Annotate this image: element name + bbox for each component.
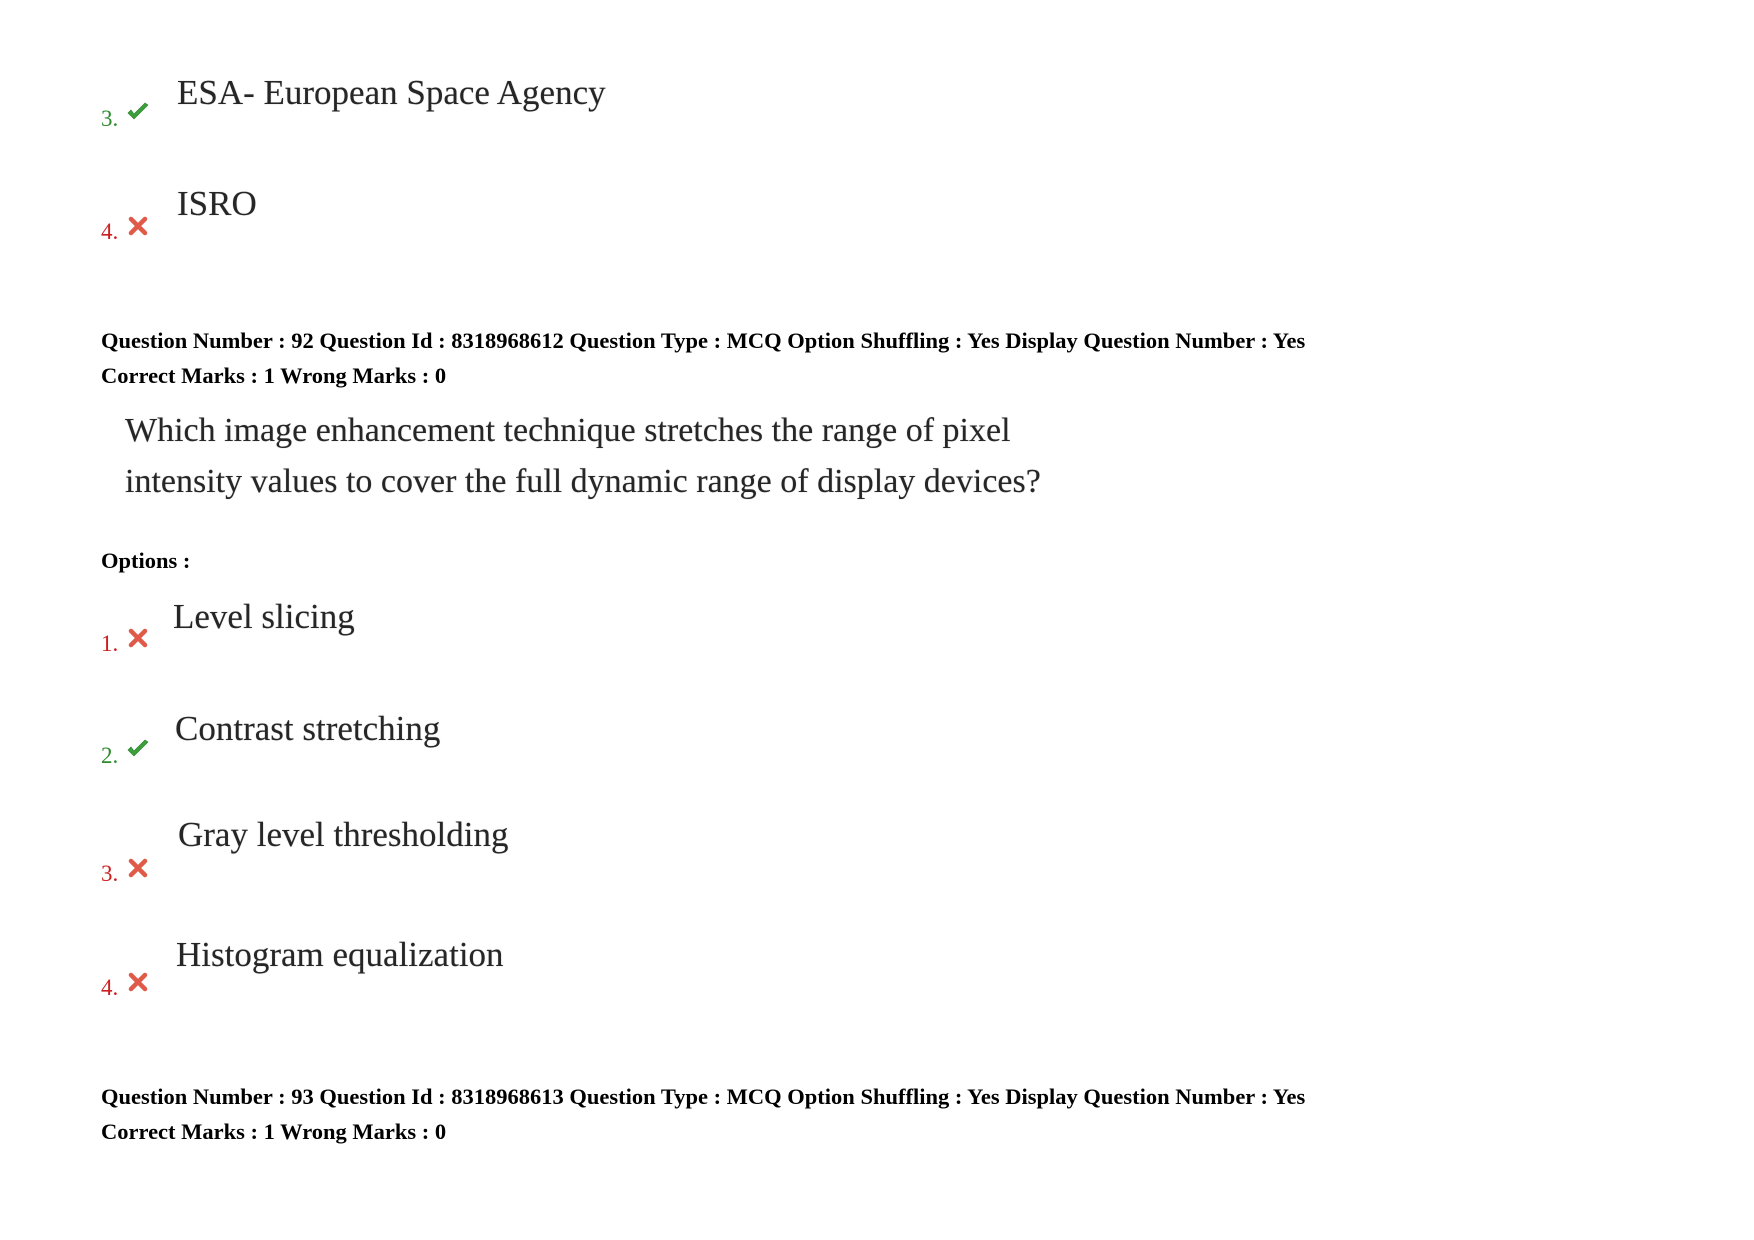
option-text: Level slicing <box>173 597 355 636</box>
question-text-line: Which image enhancement technique stretches the range of pixel <box>125 412 1011 449</box>
cross-icon <box>126 626 150 650</box>
option-text: Gray level thresholding <box>178 815 509 854</box>
question-marks: Correct Marks : 1 Wrong Marks : 0 <box>101 1119 447 1144</box>
question-marks: Correct Marks : 1 Wrong Marks : 0 <box>101 363 447 388</box>
cross-icon <box>126 970 150 994</box>
option-number: 4. <box>101 975 119 1000</box>
option-number: 3. <box>101 106 119 131</box>
question-meta: Question Number : 92 Question Id : 8318968612 Question Type : MCQ Option Shuffling : Yes Display Question Number : Yes <box>101 328 1306 353</box>
option-number: 1. <box>101 631 119 656</box>
option-number: 4. <box>101 219 119 244</box>
option-number: 3. <box>101 861 119 886</box>
question-text-line: intensity values to cover the full dynamic range of display devices? <box>125 463 1041 500</box>
option-number: 2. <box>101 743 119 768</box>
options-label: Options : <box>101 548 191 573</box>
option-text: Histogram equalization <box>176 935 504 974</box>
check-icon <box>126 100 150 124</box>
option-text: ESA- European Space Agency <box>177 73 606 112</box>
cross-icon <box>126 856 150 880</box>
question-meta: Question Number : 93 Question Id : 8318968613 Question Type : MCQ Option Shuffling : Yes Display Question Number : Yes <box>101 1084 1306 1109</box>
option-text: ISRO <box>177 184 257 223</box>
check-icon <box>126 737 150 761</box>
cross-icon <box>126 214 150 238</box>
option-text: Contrast stretching <box>175 709 441 748</box>
